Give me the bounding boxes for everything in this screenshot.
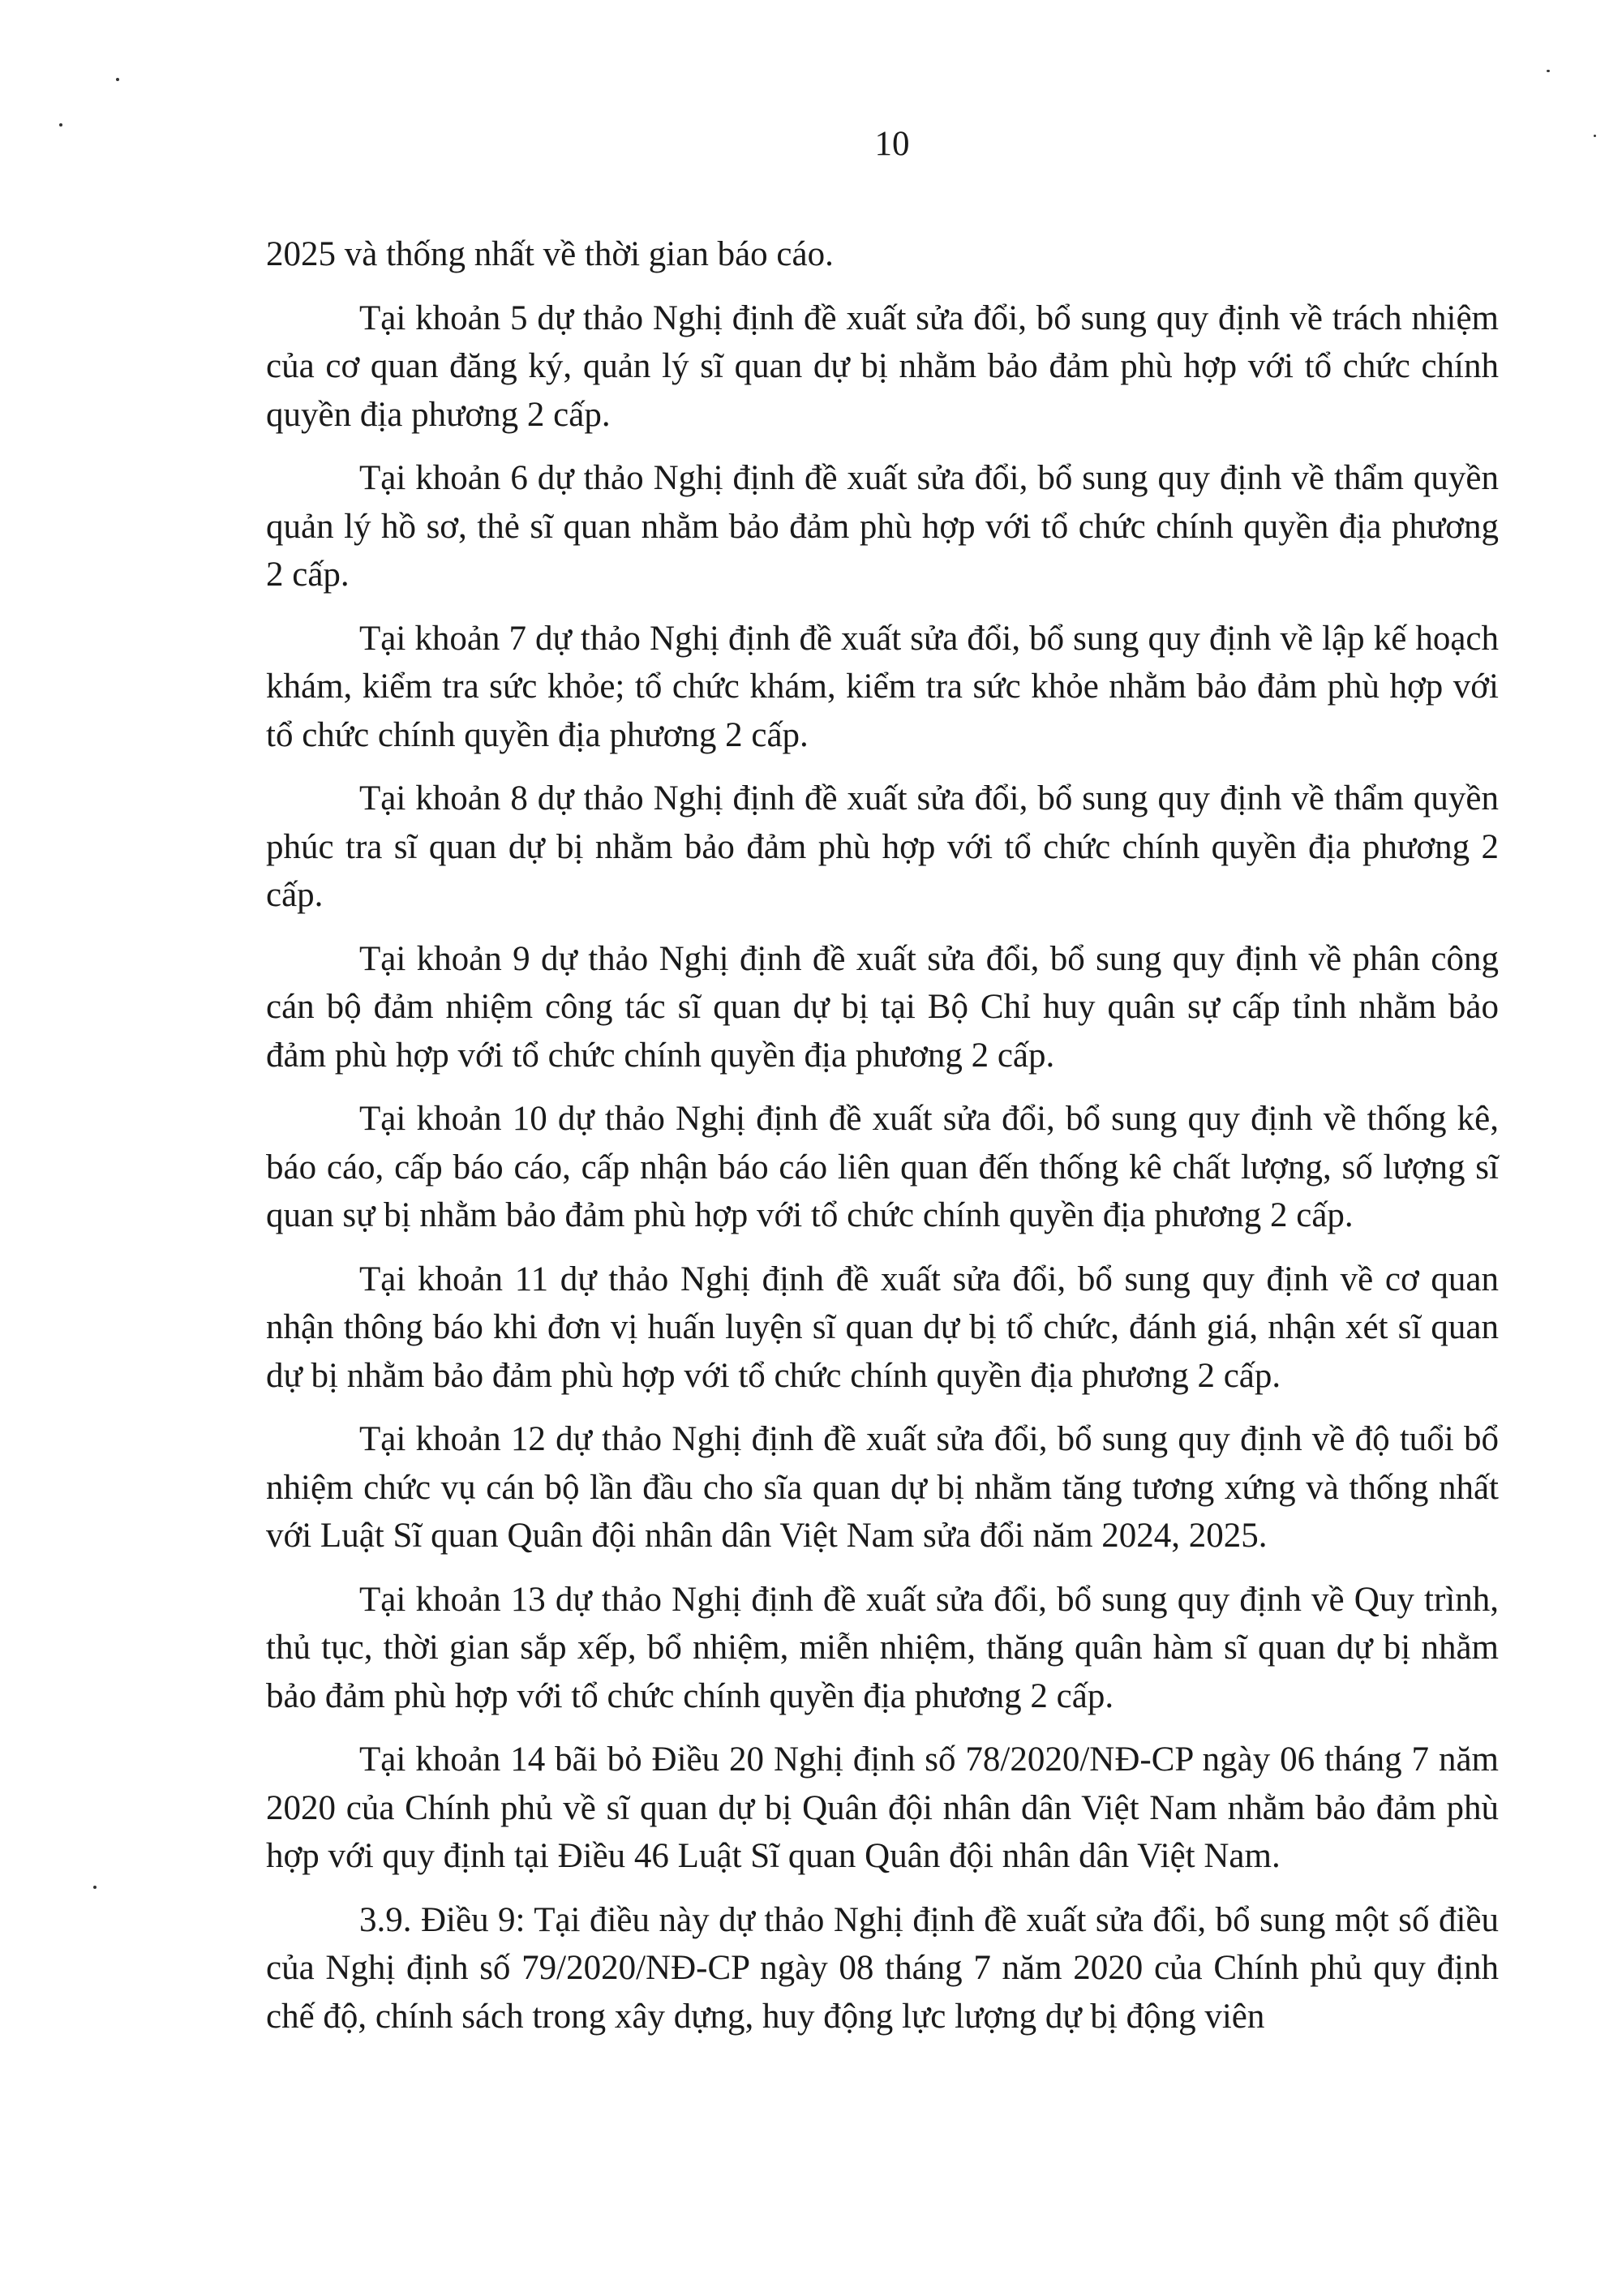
paragraph-khoan-5: Tại khoản 5 dự thảo Nghị định đề xuất sửa đổi, bổ sung quy định về trách nhiệm của cơ quan đăng ký, quản lý sĩ quan dự bị nhằm bảo đảm phù hợp với tổ chức chính quyền địa phương 2 cấp. (266, 298, 1499, 434)
paragraph-khoan-9: Tại khoản 9 dự thảo Nghị định đề xuất sửa đổi, bổ sung quy định về phân công cán bộ đảm nhiệm công tác sĩ quan dự bị tại Bộ Chỉ huy quân sự cấp tỉnh nhằm bảo đảm phù hợp với tổ chức chính quyền địa phương 2 cấp. (266, 939, 1499, 1075)
paragraph-khoan-13: Tại khoản 13 dự thảo Nghị định đề xuất sửa đổi, bổ sung quy định về Quy trình, thủ tục, thời gian sắp xếp, bổ nhiệm, miễn nhiệm, thăng quân hàm sĩ quan dự bị nhằm bảo đảm phù hợp với tổ chức chính quyền địa phương 2 cấp. (266, 1580, 1499, 1715)
paragraph-khoan-14: Tại khoản 14 bãi bỏ Điều 20 Nghị định số 78/2020/NĐ-CP ngày 06 tháng 7 năm 2020 của Chính phủ về sĩ quan dự bị Quân đội nhân dân Việt Nam nhằm bảo đảm phù hợp với quy định tại Điều 46 Luật Sĩ quan Quân đội nhân dân Việt Nam. (266, 1740, 1499, 1875)
document-body (266, 230, 1499, 2056)
paragraph-khoan-10: Tại khoản 10 dự thảo Nghị định đề xuất sửa đổi, bổ sung quy định về thống kê, báo cáo, cấp báo cáo, cấp nhận báo cáo liên quan đến thống kê chất lượng, số lượng sĩ quan sự bị nhằm bảo đảm phù hợp với tổ chức chính quyền địa phương 2 cấp. (266, 1100, 1499, 1234)
page-number: 10 (874, 125, 910, 163)
paragraph-khoan-11: Tại khoản 11 dự thảo Nghị định đề xuất sửa đổi, bổ sung quy định về cơ quan nhận thông báo khi đơn vị huấn luyện sĩ quan dự bị tổ chức, đánh giá, nhận xét sĩ quan dự bị nhằm bảo đảm phù hợp với tổ chức chính quyền địa phương 2 cấp. (266, 1260, 1499, 1395)
paragraph-khoan-6: Tại khoản 6 dự thảo Nghị định đề xuất sửa đổi, bổ sung quy định về thẩm quyền quản lý hồ sơ, thẻ sĩ quan nhằm bảo đảm phù hợp với tổ chức chính quyền địa phương 2 cấp. (266, 459, 1499, 594)
paragraph-continuation: 2025 và thống nhất về thời gian báo cáo. (266, 235, 834, 273)
paragraph-section-3-9: 3.9. Điều 9: Tại điều này dự thảo Nghị định đề xuất sửa đổi, bổ sung một số điều của Nghị định số 79/2020/NĐ-CP ngày 08 tháng 7 năm 2020 của Chính phủ quy định chế độ, chính sách trong xây dựng, huy động lực lượng dự bị động viên (266, 1900, 1499, 2036)
paragraph-khoan-12: Tại khoản 12 dự thảo Nghị định đề xuất sửa đổi, bổ sung quy định về độ tuổi bổ nhiệm chức vụ cán bộ lần đầu cho sĩa quan dự bị nhằm tăng tương xứng và thống nhất với Luật Sĩ quan Quân đội nhân dân Việt Nam sửa đổi năm 2024, 2025. (266, 1420, 1499, 1555)
scan-speck (1547, 70, 1550, 72)
scan-speck (116, 78, 119, 81)
scan-speck (93, 1886, 97, 1889)
paragraph-khoan-8: Tại khoản 8 dự thảo Nghị định đề xuất sửa đổi, bổ sung quy định về thẩm quyền phúc tra sĩ quan dự bị nhằm bảo đảm phù hợp với tổ chức chính quyền địa phương 2 cấp. (266, 779, 1499, 914)
paragraph-khoan-7: Tại khoản 7 dự thảo Nghị định đề xuất sửa đổi, bổ sung quy định về lập kế hoạch khám, kiểm tra sức khỏe; tổ chức khám, kiểm tra sức khỏe nhằm bảo đảm phù hợp với tổ chức chính quyền địa phương 2 cấp. (266, 619, 1499, 754)
